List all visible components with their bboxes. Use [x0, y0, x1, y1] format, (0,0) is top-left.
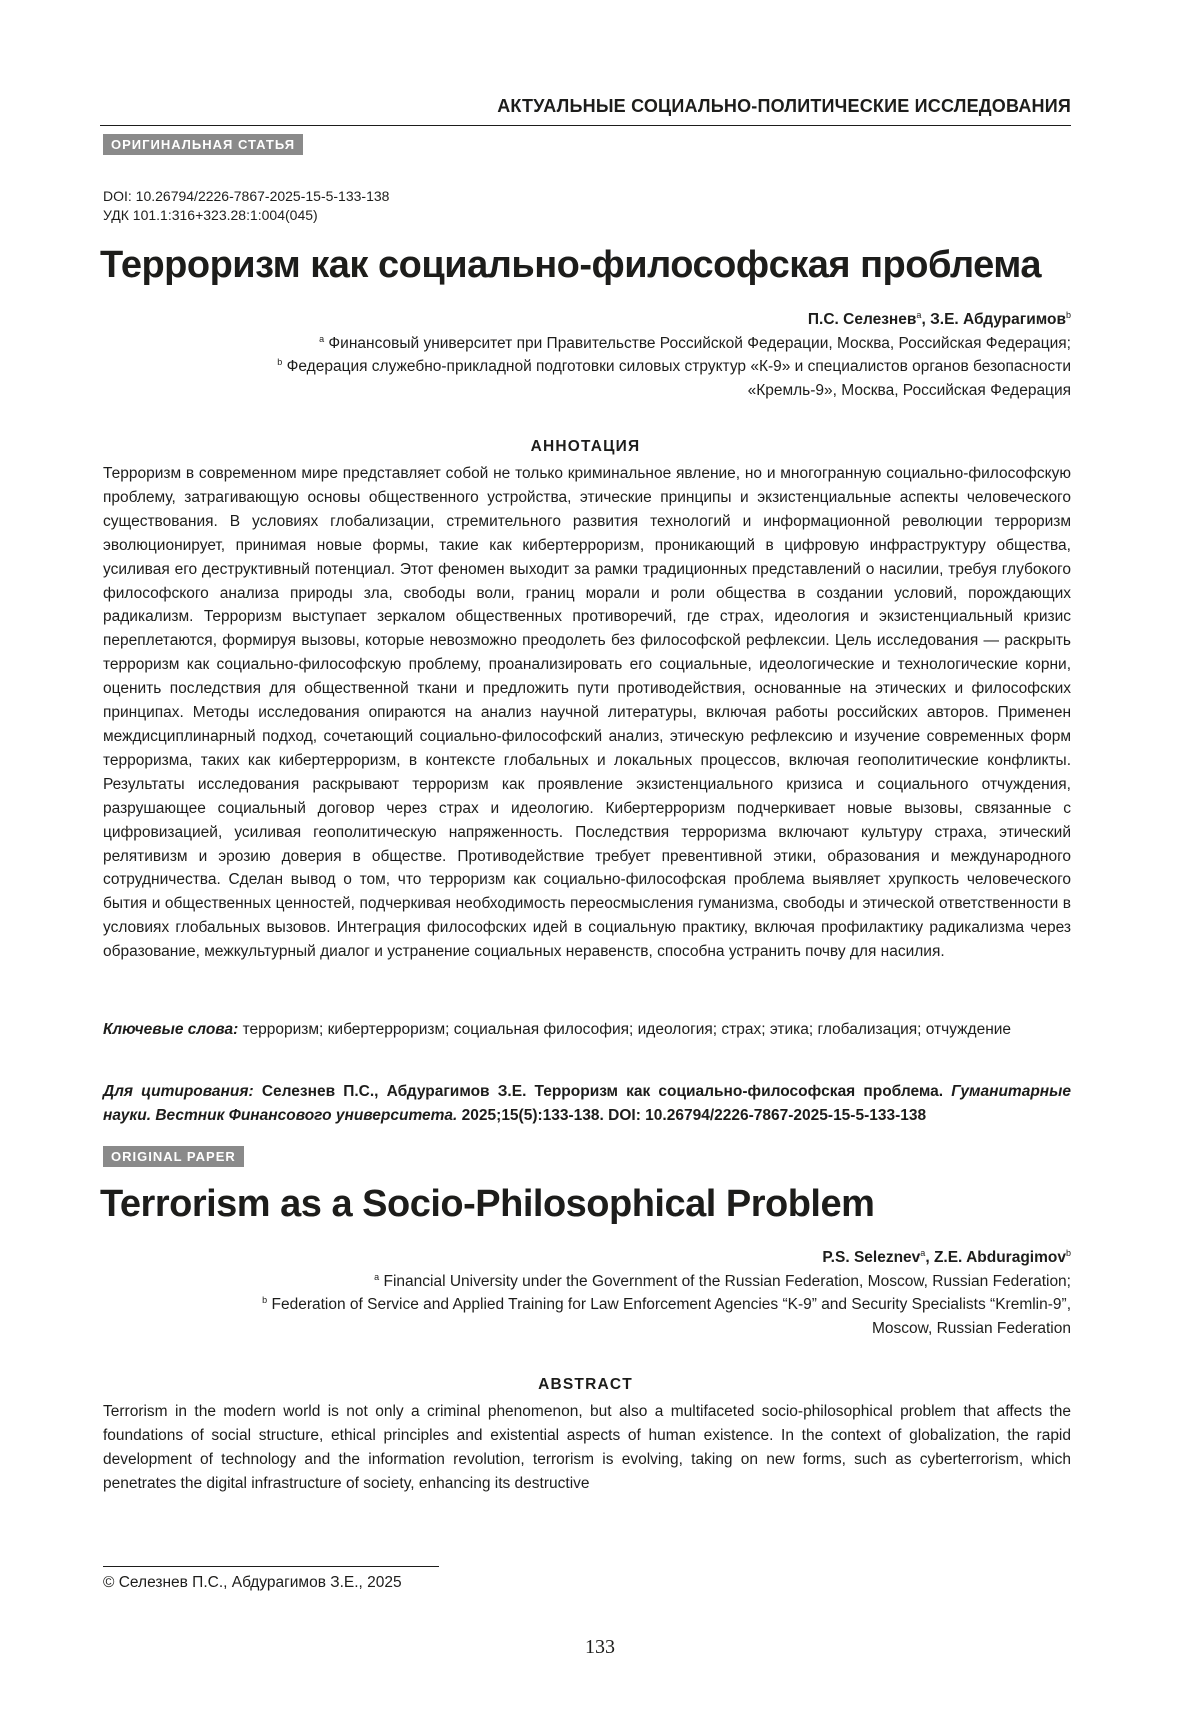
authors-block-ru — [100, 308, 1071, 402]
doi[interactable]: DOI: 10.26794/2226-7867-2025-15-5-133-138 — [103, 188, 390, 204]
author-2: З.Е. Абдурагимов — [930, 311, 1066, 328]
citation-block — [103, 1080, 1071, 1128]
affiliation-b-ru-line2: «Кремль-9», Москва, Российская Федерация — [747, 381, 1071, 399]
keywords-list: терроризм; кибертерроризм; социальная философия; идеология; страх; этика; глобализация; отчуждение — [242, 1021, 1012, 1038]
affiliation-a-mark: a — [319, 333, 325, 344]
author-separator: , — [921, 311, 931, 328]
author-1: П.С. Селезнев — [807, 311, 917, 328]
affiliation-a-en — [100, 1270, 1071, 1294]
identifiers — [103, 187, 389, 225]
keywords-ru — [103, 1018, 1071, 1042]
author-1-en-mark: a — [920, 1247, 926, 1258]
copyright-notice: © Селезнев П.С., Абдурагимов З.Е., 2025 — [103, 1574, 402, 1591]
abstract-body-ru: Терроризм в современном мире представляет собой не только криминальное явление, но и многогранную социально-философскую проблему, затрагивающую основы общественного устройства, этические принципы и экзистенциальные аспекты человеческого существования. В условиях глобализации, стремительного развития технологий и информационной революции терроризм эволюционирует, принимая новые формы, такие как кибертерроризм, проникающий в цифровую инфраструктуру общества, усиливая его деструктивный потенциал. Этот феномен выходит за рамки традиционных представлений о насилии, требуя глубокого философского анализа природы зла, свободы воли, границ морали и роли общества в создании условий, порождающих радикализм. Терроризм выступает зеркалом общественных противоречий, где страх, идеология и экзистенциальный кризис переплетаются, формируя вызовы, которые невозможно преодолеть без философской рефлексии. Цель исследования — раскрыть терроризм как социально-философскую проблему, проанализировать его социальные, идеологические и технологические корни, оценить последствия для общественной ткани и предложить пути противодействия, основанные на этических и философских принципах. Методы исследования опираются на анализ научной литературы, включая работы российских авторов. Применен междисциплинарный подход, сочетающий социально-философский анализ, этическую рефлексию и изучение современных форм терроризма, таких как кибертерроризм, в контексте глобальных и локальных процессов, включая геополитические конфликты. Результаты исследования раскрывают терроризм как проявление экзистенциального кризиса и социального отчуждения, разрушающее социальный договор через страх и идеологию. Кибертерроризм подчеркивает новые вызовы, связанные с цифровизацией, усиливая геополитическую напряженность. Последствия терроризма включают культуру страха, этический релятивизм и эрозию доверия в обществе. Противодействие требует превентивной этики, образования и международного сотрудничества. Сделан вывод о том, что терроризм как социально-философская проблема выявляет хрупкость человеческого бытия и общественных ценностей, подчеркивая необходимость переосмысления гуманизма, свободы и этической ответственности в условиях глобальных вызовов. Интеграция философских идей в социальную практику, включая профилактику радикализма через образование, межкультурный диалог и устранение социальных неравенств, способна устранить почву для насилия. — [103, 465, 1071, 961]
affiliation-a-ru — [100, 332, 1071, 356]
keywords-label: Ключевые слова: — [103, 1021, 239, 1038]
affiliation-b-en-line2: Moscow, Russian Federation — [871, 1319, 1071, 1337]
author-separator-en: , — [925, 1249, 934, 1266]
title-en: Terrorism as a Socio-Philosophical Problem — [100, 1183, 875, 1225]
author-2-en: Z.E. Abduragimov — [933, 1249, 1066, 1266]
article-type-badge-ru: ОРИГИНАЛЬНАЯ СТАТЬЯ — [103, 134, 303, 155]
author-2-en-mark: b — [1065, 1247, 1071, 1258]
affiliation-a-text: Финансовый университет при Правительстве Российской Федерации, Москва, Российская Федерация; — [328, 334, 1071, 352]
author-1-mark: a — [916, 309, 922, 320]
abstract-body-en: Terrorism in the modern world is not only a criminal phenomenon, but also a multifaceted socio-philosophical problem that affects the foundations of social structure, ethical principles and existential aspects of human existence. In the context of globalization, the rapid development of technology and the information revolution, terrorism is evolving, taking on new forms, such as cyberterrorism, which penetrates the digital infrastructure of society, enhancing its destructive — [103, 1403, 1071, 1492]
udk: УДК 101.1:316+323.28:1:004(045) — [103, 207, 318, 223]
title-ru: Терроризм как социально-философская проблема — [100, 244, 1042, 286]
citation-label: Для цитирования: — [103, 1083, 254, 1100]
affiliation-b-en-text-line1: Federation of Service and Applied Training for Law Enforcement Agencies “K-9” and Security Specialists “Kremlin-9”, — [271, 1296, 1071, 1313]
abstract-heading-ru: АННОТАЦИЯ — [530, 438, 641, 455]
affiliation-a-en-mark: a — [374, 1271, 380, 1282]
article-type-badge-en: ORIGINAL PAPER — [103, 1146, 244, 1167]
author-names-en — [100, 1246, 1071, 1270]
page-number: 133 — [585, 1636, 615, 1658]
citation-authors-title: Селезнев П.С., Абдурагимов З.Е. Терроризм как социально-философская проблема. — [261, 1083, 944, 1100]
affiliation-a-en-text: Financial University under the Government of the Russian Federation, Moscow, Russian Federation; — [383, 1272, 1071, 1290]
affiliation-b-ru — [100, 355, 1071, 379]
affiliation-b-mark: b — [277, 356, 283, 367]
abstract-heading-en: ABSTRACT — [538, 1376, 633, 1393]
authors-block-en — [100, 1246, 1071, 1340]
running-header: АКТУАЛЬНЫЕ СОЦИАЛЬНО-ПОЛИТИЧЕСКИЕ ИССЛЕДОВАНИЯ — [100, 96, 1071, 126]
citation-tail: 2025;15(5):133-138. DOI: 10.26794/2226-7867-2025-15-5-133-138 — [461, 1107, 927, 1124]
footnote-divider — [103, 1566, 439, 1567]
author-1-en: P.S. Seleznev — [822, 1249, 921, 1266]
author-names-ru — [100, 308, 1071, 332]
author-2-mark: b — [1065, 309, 1071, 320]
affiliation-b-en-mark: b — [262, 1294, 268, 1305]
affiliation-b-text-line1: Федерация служебно-прикладной подготовки силовых структур «К-9» и специалистов органов безопасности — [286, 358, 1071, 375]
citation-journal: Гуманитарные науки. Вестник Финансового университета. — [103, 1083, 1072, 1124]
affiliation-b-en — [100, 1293, 1071, 1317]
